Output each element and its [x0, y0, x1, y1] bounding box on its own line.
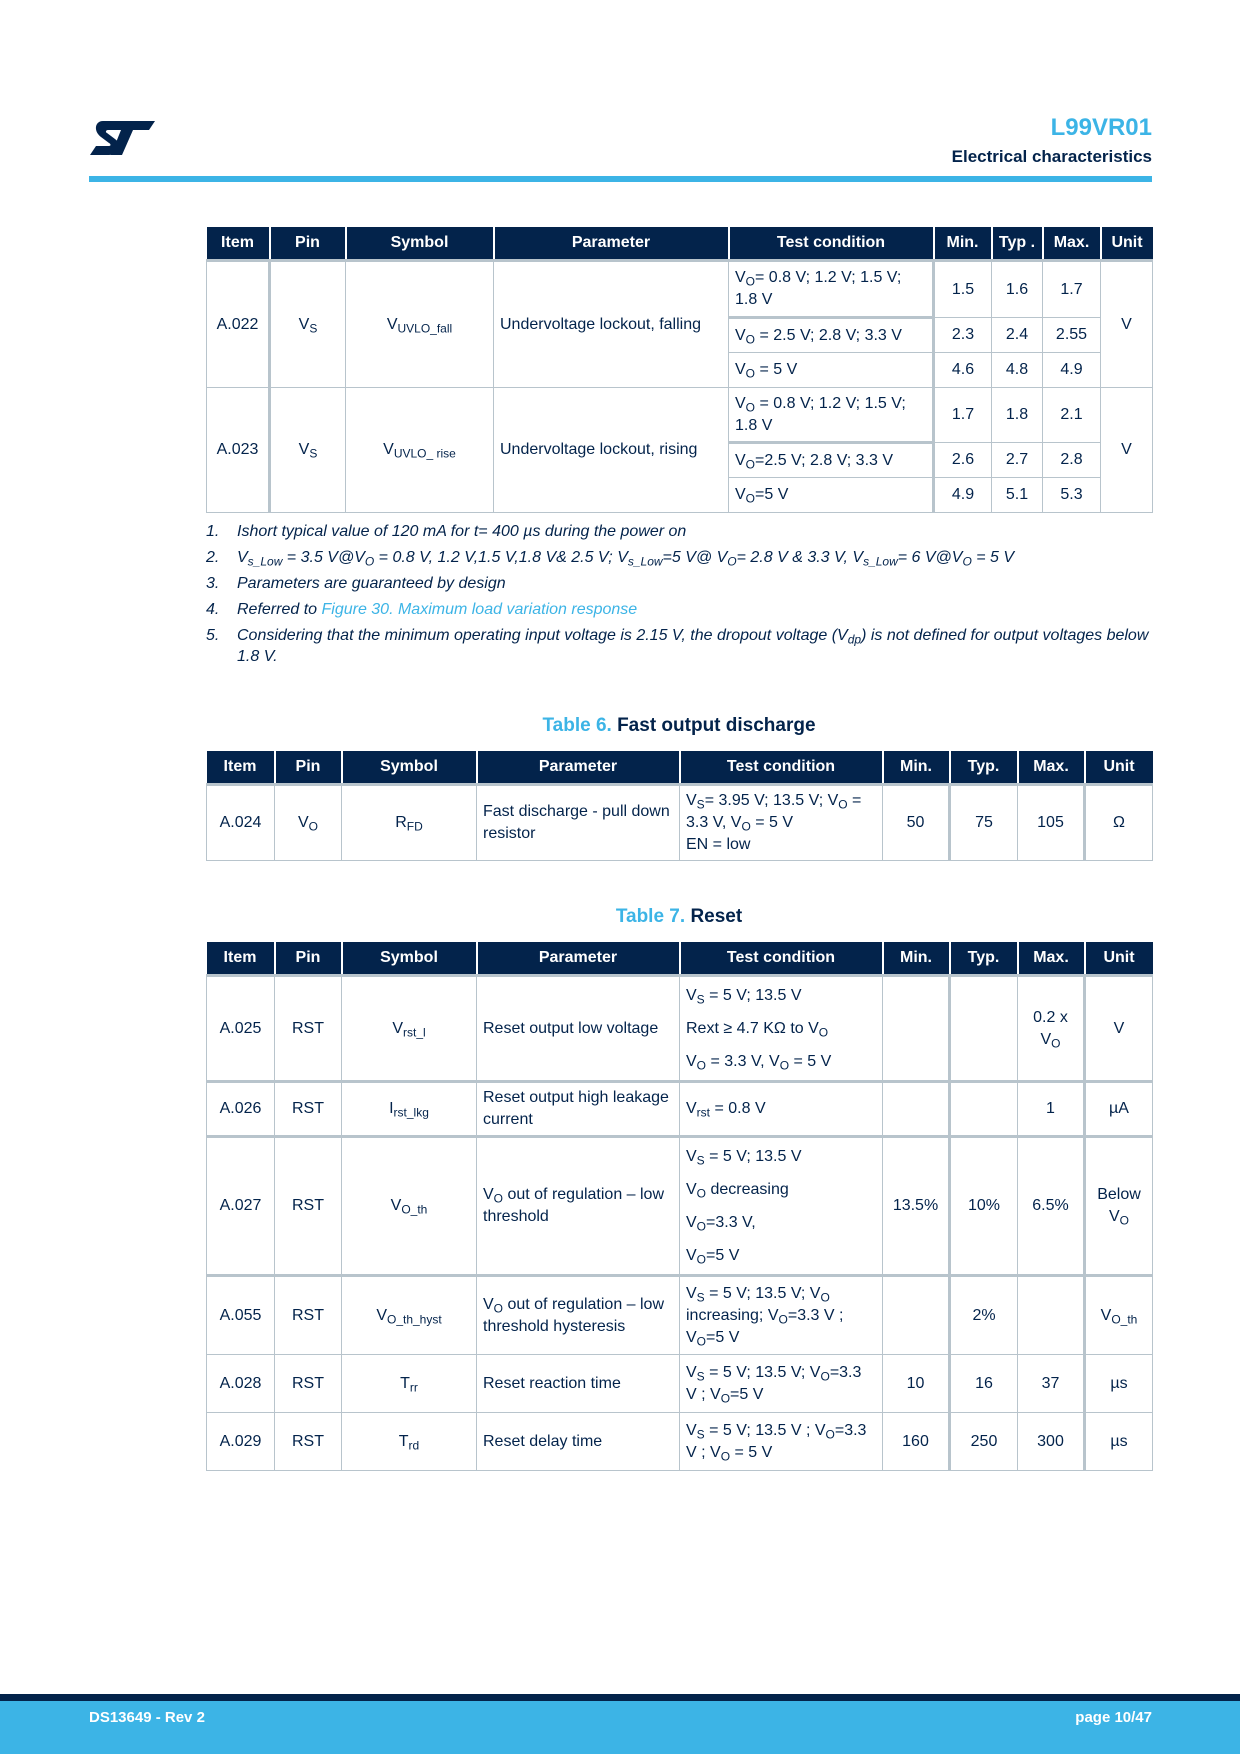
- col-symbol: Symbol: [342, 751, 477, 785]
- min-cell: 2.6: [934, 443, 992, 478]
- pin-cell: RST: [275, 1355, 342, 1413]
- typ-cell: 2.7: [992, 443, 1043, 478]
- item-cell: A.027: [207, 1137, 275, 1276]
- col-pin: Pin: [275, 751, 342, 785]
- symbol-cell: $V_{rst\_l}$: [342, 976, 477, 1082]
- col-item: Item: [207, 751, 275, 785]
- max-cell: 0.2 x $V_O$: [1018, 976, 1085, 1082]
- min-cell: 10: [883, 1355, 950, 1413]
- table-6: [206, 751, 1153, 861]
- symbol-cell: $V_{UVLO\_ rise}$: [346, 388, 494, 513]
- max-cell: 4.9: [1043, 353, 1101, 388]
- test-condition-cell: $V_O = 0.8$ V; 1.2 V; 1.5 V; 1.8 V: [729, 388, 934, 443]
- caption-label: Table 7.: [615, 906, 686, 927]
- table-7: [206, 942, 1153, 1471]
- max-cell: 2.8: [1043, 443, 1101, 478]
- table-row: [207, 1276, 1153, 1355]
- item-cell: A.028: [207, 1355, 275, 1413]
- max-cell: 6.5%: [1018, 1137, 1085, 1276]
- table-6-caption: [206, 715, 1152, 737]
- parameter-cell: Undervoltage lockout, rising: [494, 388, 729, 513]
- col-unit: Unit: [1085, 942, 1153, 976]
- parameter-cell: $V_O$ out of regulation – low threshold: [477, 1137, 680, 1276]
- table-notes: [206, 521, 1152, 672]
- col-min: Min.: [883, 751, 950, 785]
- min-cell: 4.9: [934, 478, 992, 513]
- col-max: Max.: [1043, 227, 1101, 261]
- col-max: Max.: [1018, 751, 1085, 785]
- test-condition-cell: $V_{rst} = 0.8$ V: [680, 1082, 883, 1137]
- symbol-cell: $V_{O\_th\_hyst}$: [342, 1276, 477, 1355]
- note-item: 1. Ishort typical value of 120 mA for t= 400 µs during the power on: [206, 523, 687, 540]
- footer-rule: [0, 1694, 1240, 1701]
- col-symbol: Symbol: [342, 942, 477, 976]
- col-parameter: Parameter: [494, 227, 729, 261]
- unit-cell: Ω: [1085, 785, 1153, 861]
- max-cell: 1: [1018, 1082, 1085, 1137]
- test-condition-cell: $V_O= 0.8$ V; 1.2 V; 1.5 V; 1.8 V: [729, 261, 934, 318]
- caption-label: Table 6.: [542, 715, 612, 736]
- max-cell: [1018, 1276, 1085, 1355]
- unit-cell: V: [1085, 976, 1153, 1082]
- test-condition-cell: $V_O = 2.5$ V; 2.8 V; 3.3 V: [729, 318, 934, 353]
- pin-cell: RST: [275, 976, 342, 1082]
- typ-cell: [950, 976, 1018, 1082]
- min-cell: 1.7: [934, 388, 992, 443]
- symbol-cell: $V_{UVLO\_fall}$: [346, 261, 494, 388]
- table-7-caption: [206, 906, 1152, 928]
- item-cell: A.026: [207, 1082, 275, 1137]
- typ-cell: [950, 1082, 1018, 1137]
- pin-cell: $V_O$: [275, 785, 342, 861]
- symbol-cell: $T_{rd}$: [342, 1413, 477, 1471]
- parameter-cell: Reset output high leakage current: [477, 1082, 680, 1137]
- min-cell: 160: [883, 1413, 950, 1471]
- test-condition-cell: $V_O=2.5$ V; 2.8 V; 3.3 V: [729, 443, 934, 478]
- unit-cell: µs: [1085, 1355, 1153, 1413]
- item-cell: A.023: [207, 388, 270, 513]
- parameter-cell: Reset output low voltage: [477, 976, 680, 1082]
- item-cell: A.055: [207, 1276, 275, 1355]
- pin-cell: $V_S$: [270, 261, 346, 388]
- table-row: [207, 976, 1153, 1082]
- parameter-cell: Fast discharge - pull down resistor: [477, 785, 680, 861]
- pin-cell: RST: [275, 1276, 342, 1355]
- pin-cell: RST: [275, 1413, 342, 1471]
- item-cell: A.025: [207, 976, 275, 1082]
- col-item: Item: [207, 942, 275, 976]
- col-test-condition: Test condition: [680, 942, 883, 976]
- col-max: Max.: [1018, 942, 1085, 976]
- test-condition-cell: $V_O=5$ V: [729, 478, 934, 513]
- item-cell: A.024: [207, 785, 275, 861]
- typ-cell: 2%: [950, 1276, 1018, 1355]
- max-cell: 2.55: [1043, 318, 1101, 353]
- col-min: Min.: [934, 227, 992, 261]
- table-row: [207, 1137, 1153, 1276]
- typ-cell: 2.4: [992, 318, 1043, 353]
- symbol-cell: $V_{O\_th}$: [342, 1137, 477, 1276]
- typ-cell: 250: [950, 1413, 1018, 1471]
- item-cell: A.022: [207, 261, 270, 388]
- symbol-cell: $I_{rst\_lkg}$: [342, 1082, 477, 1137]
- document-title: L99VR01: [1050, 114, 1152, 141]
- max-cell: 2.1: [1043, 388, 1101, 443]
- min-cell: 1.5: [934, 261, 992, 318]
- col-symbol: Symbol: [346, 227, 494, 261]
- table-row: [207, 785, 1153, 861]
- table-header-row: [207, 942, 1153, 976]
- col-test-condition: Test condition: [680, 751, 883, 785]
- typ-cell: 1.6: [992, 261, 1043, 318]
- unit-cell: V: [1101, 388, 1153, 513]
- unit-cell: µA: [1085, 1082, 1153, 1137]
- caption-title: Reset: [690, 906, 743, 927]
- document-revision: DS13649 - Rev 2: [89, 1709, 205, 1726]
- typ-cell: 16: [950, 1355, 1018, 1413]
- unit-cell: V: [1101, 261, 1153, 388]
- item-cell: A.029: [207, 1413, 275, 1471]
- min-cell: [883, 1276, 950, 1355]
- min-cell: [883, 976, 950, 1082]
- max-cell: 1.7: [1043, 261, 1101, 318]
- symbol-cell: $T_{rr}$: [342, 1355, 477, 1413]
- note-item: 3. Parameters are guaranteed by design: [206, 575, 506, 592]
- table-row: [207, 388, 1153, 443]
- test-condition-cell: $V_S = 5$ V; 13.5 V ; $V_O=3.3$ V ; $V_O = 5$ V: [680, 1413, 883, 1471]
- test-condition-cell: $V_S= 3.95$ V; 13.5 V; $V_O = 3.3$ V, $V_O = 5$ V EN = low: [680, 785, 883, 861]
- test-condition-cell: $V_S = 5$ V; 13.5 V Rext ≥ 4.7 KΩ to $V_O$ $V_O = 3.3$ V, $V_O = 5$ V: [680, 976, 883, 1082]
- page-number: page 10/47: [1075, 1709, 1152, 1726]
- table-row: [207, 1355, 1153, 1413]
- typ-cell: 5.1: [992, 478, 1043, 513]
- table-header-row: [207, 751, 1153, 785]
- test-condition-cell: $V_S = 5$ V; 13.5 V; $V_O=3.3$ V ; $V_O=5$ V: [680, 1355, 883, 1413]
- parameter-cell: Reset delay time: [477, 1413, 680, 1471]
- table-5-continued: [206, 227, 1153, 513]
- col-pin: Pin: [270, 227, 346, 261]
- col-min: Min.: [883, 942, 950, 976]
- pin-cell: RST: [275, 1137, 342, 1276]
- max-cell: 37: [1018, 1355, 1085, 1413]
- min-cell: [883, 1082, 950, 1137]
- table-row: [207, 1413, 1153, 1471]
- parameter-cell: Undervoltage lockout, falling: [494, 261, 729, 388]
- table-row: [207, 1082, 1153, 1137]
- col-parameter: Parameter: [477, 942, 680, 976]
- col-item: Item: [207, 227, 270, 261]
- typ-cell: 75: [950, 785, 1018, 861]
- col-typ: Typ.: [950, 942, 1018, 976]
- min-cell: 2.3: [934, 318, 992, 353]
- test-condition-cell: $V_S = 5$ V; 13.5 V $V_O$ decreasing $V_O=3.3$ V, $V_O=5$ V: [680, 1137, 883, 1276]
- header-rule: [89, 176, 1152, 182]
- unit-cell: Below $V_O$: [1085, 1137, 1153, 1276]
- unit-cell: µs: [1085, 1413, 1153, 1471]
- figure-30-link[interactable]: Figure 30. Maximum load variation response: [321, 601, 638, 618]
- test-condition-cell: $V_S = 5$ V; 13.5 V; $V_O$ increasing; $V_O=3.3$ V ; $V_O=5$ V: [680, 1276, 883, 1355]
- col-unit: Unit: [1101, 227, 1153, 261]
- caption-title: Fast output discharge: [617, 715, 816, 736]
- col-test-condition: Test condition: [729, 227, 934, 261]
- col-unit: Unit: [1085, 751, 1153, 785]
- col-typ: Typ.: [950, 751, 1018, 785]
- table-row: [207, 261, 1153, 318]
- parameter-cell: Reset reaction time: [477, 1355, 680, 1413]
- pin-cell: $V_S$: [270, 388, 346, 513]
- min-cell: 4.6: [934, 353, 992, 388]
- col-parameter: Parameter: [477, 751, 680, 785]
- parameter-cell: $V_O$ out of regulation – low threshold hysteresis: [477, 1276, 680, 1355]
- col-pin: Pin: [275, 942, 342, 976]
- symbol-cell: $R_{FD}$: [342, 785, 477, 861]
- typ-cell: 1.8: [992, 388, 1043, 443]
- typ-cell: 10%: [950, 1137, 1018, 1276]
- note-item: 5. Considering that the minimum operating input voltage is 2.15 V, the dropout voltage $(V_{dp})$ is not defined for output voltages below 1.8 V.: [206, 627, 1149, 665]
- col-typ: Typ .: [992, 227, 1043, 261]
- typ-cell: 4.8: [992, 353, 1043, 388]
- min-cell: 13.5%: [883, 1137, 950, 1276]
- max-cell: 105: [1018, 785, 1085, 861]
- note-item: 2. $V_{s\_Low} = 3.5$ $V@V_O = 0.8$ V, 1.2 V,1.5 V,1.8 V& 2.5 V; $V_{s\_Low}=5$ V@ $V_O= 2.8$ V & 3.3 V, $V_{s\_Low}= 6$ $V@V_O = 5$ V: [206, 549, 1015, 569]
- max-cell: 300: [1018, 1413, 1085, 1471]
- note-item: 4. Referred to Figure 30. Maximum load variation response: [206, 601, 638, 618]
- min-cell: 50: [883, 785, 950, 861]
- unit-cell: $V_{O\_th}$: [1085, 1276, 1153, 1355]
- section-title: Electrical characteristics: [951, 147, 1152, 166]
- test-condition-cell: $V_O = 5$ V: [729, 353, 934, 388]
- table-header-row: [207, 227, 1153, 261]
- pin-cell: RST: [275, 1082, 342, 1137]
- st-logo: [89, 119, 157, 157]
- max-cell: 5.3: [1043, 478, 1101, 513]
